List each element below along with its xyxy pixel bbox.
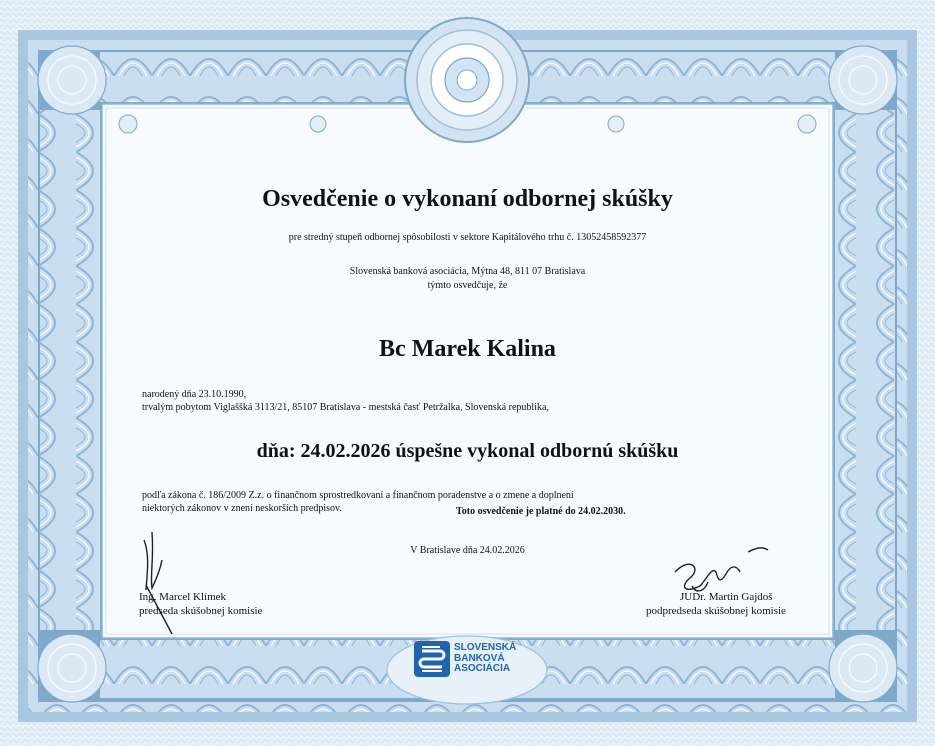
holder-name: Bc Marek Kalina xyxy=(379,336,556,362)
validity-line: Toto osvedčenie je platné do 24.02.2030. xyxy=(456,506,626,517)
exam-line: dňa: 24.02.2026 úspešne vykonal odbornú skúšku xyxy=(256,440,679,462)
certificate-title: Osvedčenie o vykonaní odbornej skúšky xyxy=(262,186,673,212)
signatory-1-role: predseda skúšobnej komisie xyxy=(139,605,263,617)
birth-line: narodený dňa 23.10.1990, xyxy=(142,389,247,400)
logo-line-3: ASOCIÁCIA xyxy=(454,663,511,674)
signatory-2-name: JUDr. Martin Gajdoš xyxy=(680,591,773,603)
place-date: V Bratislave dňa 24.02.2026 xyxy=(410,545,525,556)
issuer-line: Slovenská banková asociácia, Mýtna 48, 811 07 Bratislava xyxy=(349,266,586,277)
law-line-1: podľa zákona č. 186/2009 Z.z. o finančnom sprostredkovaní a finančnom poradenstve a o zmene a doplnení xyxy=(142,490,574,501)
residence-line: trvalým pobytom Viglaššká 3113/21, 85107 Bratislava - mestská časť Petržalka, Slovenská republika, xyxy=(142,402,549,413)
logo-line-2: BANKOVÁ xyxy=(454,652,505,664)
certificate-subtitle: pre stredný stupeň odbornej spôsobilosti v sektore Kapitálového trhu č. 13052458592377 xyxy=(288,232,647,243)
law-line-2: niektorých zákonov v znení neskorších predpisov. xyxy=(142,503,342,514)
sba-logo-text xyxy=(454,643,516,675)
sba-logo-icon xyxy=(414,641,450,677)
sba-logo xyxy=(414,641,524,677)
signatory-1-name: Ing. Marcel Klímek xyxy=(139,591,227,603)
attests-line: týmto osvedčuje, že xyxy=(427,280,508,291)
signatory-2-role: podpredseda skúšobnej komisie xyxy=(646,605,786,617)
logo-line-1: SLOVENSKÁ xyxy=(454,642,517,653)
